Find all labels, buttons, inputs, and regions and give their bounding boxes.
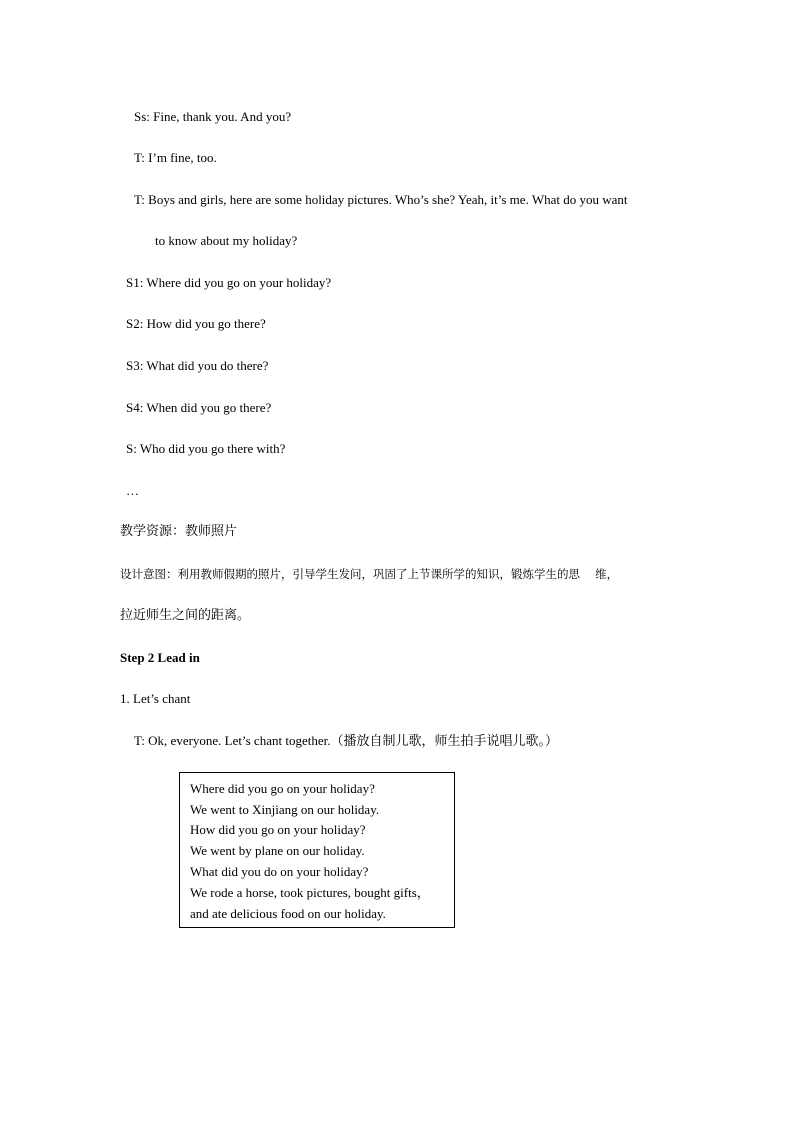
dialogue-line: T: I’m fine, too. <box>134 150 217 165</box>
dialogue-ellipsis: … <box>126 483 139 498</box>
dialogue-line: S: Who did you go there with? <box>126 441 286 456</box>
dialogue-line: S1: Where did you go on your holiday? <box>126 275 332 290</box>
chant-line: What did you do on your holiday? <box>190 864 369 879</box>
step-heading: Step 2 Lead in <box>120 650 200 665</box>
dialogue-line: S4: When did you go there? <box>126 400 272 415</box>
chant-line: Where did you go on your holiday? <box>190 781 375 796</box>
dialogue-line: S2: How did you go there? <box>126 316 266 331</box>
teacher-instruction <box>134 733 558 750</box>
chant-line: We went by plane on our holiday. <box>190 843 365 858</box>
teaching-resources: 教学资源：教师照片 <box>120 524 238 539</box>
dialogue-line: S3: What did you do there? <box>126 358 269 373</box>
dialogue-line: to know about my holiday? <box>155 233 298 248</box>
design-intent-continued: 拉近师生之间的距离。 <box>120 608 251 623</box>
dialogue-line: Ss: Fine, thank you. And you? <box>134 109 292 124</box>
teacher-instruction-cn: （播放自制儿歌，师生拍手说唱儿歌。） <box>330 734 558 749</box>
chant-line: How did you go on your holiday? <box>190 822 366 837</box>
teacher-instruction-en: T: Ok, everyone. Let’s chant together. <box>134 733 331 748</box>
activity-title: 1. Let’s chant <box>120 691 191 706</box>
chant-line: We went to Xinjiang on our holiday. <box>190 802 380 817</box>
dialogue-line: T: Boys and girls, here are some holiday pictures. Who’s she? Yeah, it’s me. What do you want <box>134 192 628 207</box>
chant-line: and ate delicious food on our holiday. <box>190 906 386 921</box>
chant-line: We rode a horse, took pictures, bought gifts， <box>190 885 430 900</box>
design-intent: 设计意图：利用教师假期的照片，引导学生发问，巩固了上节课所学的知识，锻炼学生的思 维， <box>120 567 619 581</box>
chant-box <box>179 772 455 928</box>
